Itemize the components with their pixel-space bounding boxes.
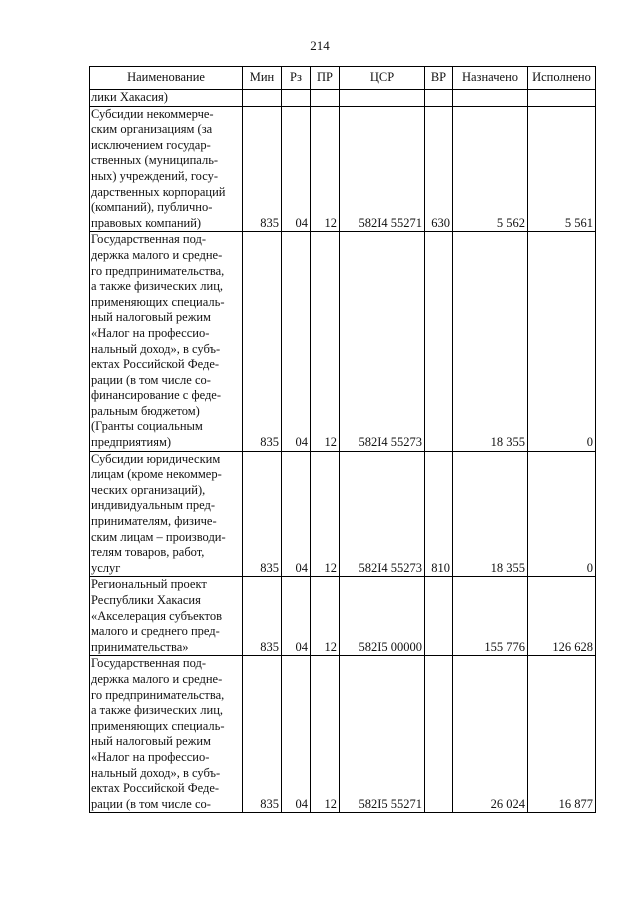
row-vr: 630	[425, 106, 453, 232]
row-executed: 126 628	[528, 577, 596, 656]
row-pr: 12	[311, 451, 340, 577]
row-pr	[311, 90, 340, 107]
header-csr: ЦСР	[340, 67, 425, 90]
row-vr: 810	[425, 451, 453, 577]
row-executed: 0	[528, 451, 596, 577]
row-rz: 04	[282, 451, 311, 577]
row-vr	[425, 656, 453, 813]
row-name: Государственная под- держка малого и средне- го предпринимательства, а также физических лиц, применяющих специаль- ный налоговый режим «Налог на профессио- нальный доход», в субъ- ектах Российской Феде- рации (в том числе со-	[90, 656, 243, 813]
header-assigned: Назначено	[453, 67, 528, 90]
row-rz: 04	[282, 232, 311, 451]
header-rz: Рз	[282, 67, 311, 90]
table-row	[90, 90, 596, 107]
row-rz	[282, 90, 311, 107]
row-vr	[425, 577, 453, 656]
row-executed: 0	[528, 232, 596, 451]
header-name: Наименование	[90, 67, 243, 90]
row-min	[243, 90, 282, 107]
row-min: 835	[243, 656, 282, 813]
row-min: 835	[243, 577, 282, 656]
row-rz: 04	[282, 656, 311, 813]
row-executed: 5 561	[528, 106, 596, 232]
row-name: Государственная под- держка малого и средне- го предпринимательства, а также физических лиц, применяющих специаль- ный налоговый режим «Налог на профессио- нальный доход», в субъ- ектах Российской Феде- рации (в том числе со- финансирование с феде- ральным бюджетом) (Гранты социальным предприятиям)	[90, 232, 243, 451]
table-row	[90, 232, 596, 451]
table-row	[90, 577, 596, 656]
row-name: Субсидии юридическим лицам (кроме некоммер- ческих организаций), индивидуальным пред- принимателям, физиче- ским лицам – производи- телям товаров, работ, услуг	[90, 451, 243, 577]
budget-table	[89, 66, 596, 813]
table-row	[90, 106, 596, 232]
row-executed: 16 877	[528, 656, 596, 813]
row-vr	[425, 232, 453, 451]
row-assigned: 18 355	[453, 232, 528, 451]
row-csr: 582I5 00000	[340, 577, 425, 656]
row-rz: 04	[282, 106, 311, 232]
row-pr: 12	[311, 106, 340, 232]
row-min: 835	[243, 451, 282, 577]
row-assigned: 26 024	[453, 656, 528, 813]
row-csr: 582I4 55271	[340, 106, 425, 232]
row-name: лики Хакасия)	[90, 90, 243, 107]
row-vr	[425, 90, 453, 107]
row-assigned	[453, 90, 528, 107]
row-name: Региональный проект Республики Хакасия «Акселерация субъектов малого и среднего пред- принимательства»	[90, 577, 243, 656]
row-csr: 582I4 55273	[340, 232, 425, 451]
row-assigned: 5 562	[453, 106, 528, 232]
row-name: Субсидии некоммерче- ским организациям (за исключением государ- ственных (муниципаль- ных) учреждений, госу- дарственных корпораций (компаний), публично- правовых компаний)	[90, 106, 243, 232]
row-pr: 12	[311, 232, 340, 451]
row-assigned: 155 776	[453, 577, 528, 656]
row-pr: 12	[311, 577, 340, 656]
header-vr: ВР	[425, 67, 453, 90]
table-header-row	[90, 67, 596, 90]
row-min: 835	[243, 232, 282, 451]
row-rz: 04	[282, 577, 311, 656]
row-assigned: 18 355	[453, 451, 528, 577]
row-csr: 582I5 55271	[340, 656, 425, 813]
row-executed	[528, 90, 596, 107]
header-min: Мин	[243, 67, 282, 90]
row-min: 835	[243, 106, 282, 232]
row-csr: 582I4 55273	[340, 451, 425, 577]
header-pr: ПР	[311, 67, 340, 90]
row-pr: 12	[311, 656, 340, 813]
header-executed: Исполнено	[528, 67, 596, 90]
table-row	[90, 656, 596, 813]
page-number: 214	[310, 38, 330, 53]
table-row	[90, 451, 596, 577]
row-csr	[340, 90, 425, 107]
